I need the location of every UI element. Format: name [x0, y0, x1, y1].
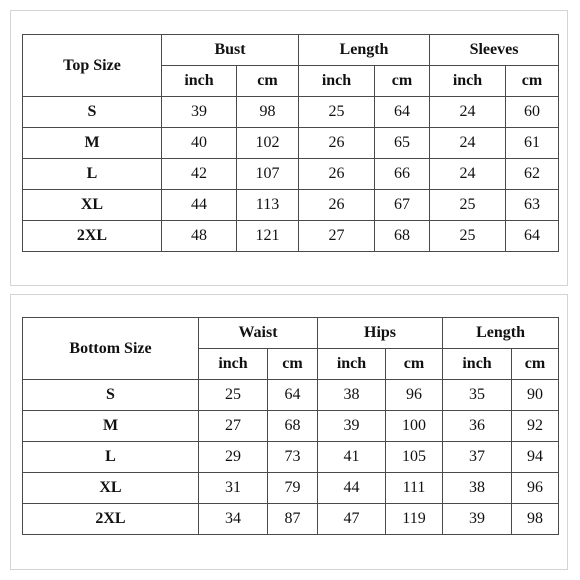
table-row	[23, 159, 559, 190]
measurement-cell: 65	[375, 128, 430, 159]
measurement-cell: 73	[268, 442, 318, 473]
measurement-cell: 113	[237, 190, 299, 221]
measurement-cell: 26	[299, 128, 375, 159]
bottom-table-body	[23, 380, 559, 535]
measurement-cell: 111	[386, 473, 443, 504]
measurement-cell: 40	[162, 128, 237, 159]
measurement-cell: 61	[506, 128, 559, 159]
measurement-cell: 98	[512, 504, 559, 535]
measurement-cell: 94	[512, 442, 559, 473]
unit-header: cm	[512, 349, 559, 380]
measurement-cell: 39	[318, 411, 386, 442]
table-row	[23, 411, 559, 442]
measurement-cell: 24	[430, 128, 506, 159]
measurement-cell: 27	[199, 411, 268, 442]
top-size-table	[22, 34, 559, 252]
unit-header: inch	[162, 66, 237, 97]
size-label: 2XL	[23, 504, 199, 535]
group-header: Hips	[318, 318, 443, 349]
size-label: S	[23, 97, 162, 128]
corner-label: Bottom Size	[23, 318, 199, 380]
measurement-cell: 96	[386, 380, 443, 411]
corner-label: Top Size	[23, 35, 162, 97]
measurement-cell: 87	[268, 504, 318, 535]
unit-header: inch	[299, 66, 375, 97]
measurement-cell: 92	[512, 411, 559, 442]
size-label: S	[23, 380, 199, 411]
measurement-cell: 98	[237, 97, 299, 128]
measurement-cell: 79	[268, 473, 318, 504]
measurement-cell: 38	[443, 473, 512, 504]
measurement-cell: 44	[318, 473, 386, 504]
unit-header: cm	[237, 66, 299, 97]
table-header-row	[23, 318, 559, 349]
measurement-cell: 102	[237, 128, 299, 159]
measurement-cell: 48	[162, 221, 237, 252]
measurement-cell: 64	[375, 97, 430, 128]
bottom-size-panel	[10, 294, 568, 570]
measurement-cell: 62	[506, 159, 559, 190]
measurement-cell: 25	[430, 221, 506, 252]
measurement-cell: 90	[512, 380, 559, 411]
table-row	[23, 442, 559, 473]
table-row	[23, 97, 559, 128]
group-header: Sleeves	[430, 35, 559, 66]
bottom-size-table	[22, 317, 559, 535]
size-label: M	[23, 411, 199, 442]
unit-header: inch	[443, 349, 512, 380]
measurement-cell: 42	[162, 159, 237, 190]
size-label: L	[23, 159, 162, 190]
measurement-cell: 24	[430, 97, 506, 128]
measurement-cell: 25	[299, 97, 375, 128]
table-row	[23, 221, 559, 252]
unit-header: cm	[506, 66, 559, 97]
size-label: M	[23, 128, 162, 159]
unit-header: cm	[375, 66, 430, 97]
measurement-cell: 29	[199, 442, 268, 473]
measurement-cell: 96	[512, 473, 559, 504]
top-table-body	[23, 97, 559, 252]
measurement-cell: 119	[386, 504, 443, 535]
table-row	[23, 380, 559, 411]
unit-header: inch	[318, 349, 386, 380]
unit-header: inch	[430, 66, 506, 97]
table-row	[23, 190, 559, 221]
measurement-cell: 67	[375, 190, 430, 221]
measurement-cell: 25	[199, 380, 268, 411]
measurement-cell: 121	[237, 221, 299, 252]
size-label: 2XL	[23, 221, 162, 252]
measurement-cell: 34	[199, 504, 268, 535]
measurement-cell: 25	[430, 190, 506, 221]
measurement-cell: 27	[299, 221, 375, 252]
measurement-cell: 26	[299, 190, 375, 221]
table-row	[23, 473, 559, 504]
measurement-cell: 35	[443, 380, 512, 411]
measurement-cell: 107	[237, 159, 299, 190]
measurement-cell: 100	[386, 411, 443, 442]
measurement-cell: 68	[375, 221, 430, 252]
group-header: Length	[443, 318, 559, 349]
measurement-cell: 39	[443, 504, 512, 535]
measurement-cell: 60	[506, 97, 559, 128]
measurement-cell: 68	[268, 411, 318, 442]
measurement-cell: 64	[506, 221, 559, 252]
measurement-cell: 36	[443, 411, 512, 442]
measurement-cell: 39	[162, 97, 237, 128]
measurement-cell: 24	[430, 159, 506, 190]
unit-header: cm	[386, 349, 443, 380]
measurement-cell: 41	[318, 442, 386, 473]
size-label: XL	[23, 190, 162, 221]
measurement-cell: 66	[375, 159, 430, 190]
unit-header: inch	[199, 349, 268, 380]
measurement-cell: 64	[268, 380, 318, 411]
measurement-cell: 63	[506, 190, 559, 221]
measurement-cell: 37	[443, 442, 512, 473]
table-row	[23, 504, 559, 535]
group-header: Length	[299, 35, 430, 66]
measurement-cell: 105	[386, 442, 443, 473]
measurement-cell: 47	[318, 504, 386, 535]
table-row	[23, 128, 559, 159]
measurement-cell: 26	[299, 159, 375, 190]
unit-header: cm	[268, 349, 318, 380]
table-header-row	[23, 35, 559, 66]
measurement-cell: 31	[199, 473, 268, 504]
top-size-panel	[10, 10, 568, 286]
group-header: Bust	[162, 35, 299, 66]
size-label: XL	[23, 473, 199, 504]
measurement-cell: 44	[162, 190, 237, 221]
size-label: L	[23, 442, 199, 473]
group-header: Waist	[199, 318, 318, 349]
measurement-cell: 38	[318, 380, 386, 411]
